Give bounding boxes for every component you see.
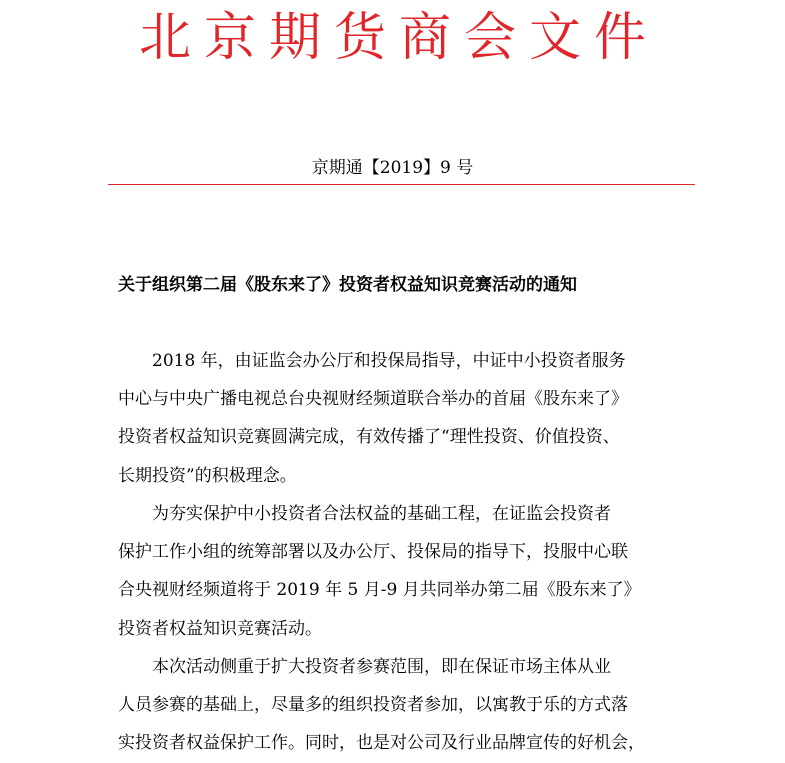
document-number: 京期通【2019】9 号: [311, 158, 474, 178]
paragraph-line: 投资者权益知识竞赛活动。: [118, 618, 322, 639]
paragraph-line: 2018 年，由证监会办公厅和投保局指导，中证中小投资者服务: [118, 351, 626, 371]
notice-title: 关于组织第二届《股东来了》投资者权益知识竞赛活动的通知: [118, 275, 577, 295]
header-divider: [108, 184, 695, 185]
body-paragraph-3: [118, 648, 678, 763]
body-paragraph-2: [118, 495, 678, 648]
paragraph-line: 长期投资”的积极理念。: [118, 465, 297, 486]
paragraph-line: 为夯实保护中小投资者合法权益的基础工程，在证监会投资者: [118, 504, 611, 524]
paragraph-line: 保护工作小组的统筹部署以及办公厅、投保局的指导下，投服中心联: [118, 542, 628, 563]
paragraph-line: 投资者权益知识竞赛圆满完成，有效传播了“理性投资、价值投资、: [118, 427, 620, 448]
paragraph-line: 合央视财经频道将于 2019 年 5 月-9 月共同举办第二届《股东来了》: [118, 580, 641, 601]
paragraph-line: 实投资者权益保护工作。同时，也是对公司及行业品牌宣传的好机会，: [118, 733, 645, 754]
paragraph-line: 中心与中央广播电视总台央视财经频道联合举办的首届《股东来了》: [118, 389, 628, 410]
paragraph-line: 本次活动侧重于扩大投资者参赛范围，即在保证市场主体从业: [118, 657, 611, 677]
paragraph-line: 人员参赛的基础上，尽量多的组织投资者参加，以寓教于乐的方式落: [118, 695, 628, 716]
body-paragraph-1: [118, 342, 678, 495]
document-header-title: 北京期货商会文件: [138, 8, 659, 68]
